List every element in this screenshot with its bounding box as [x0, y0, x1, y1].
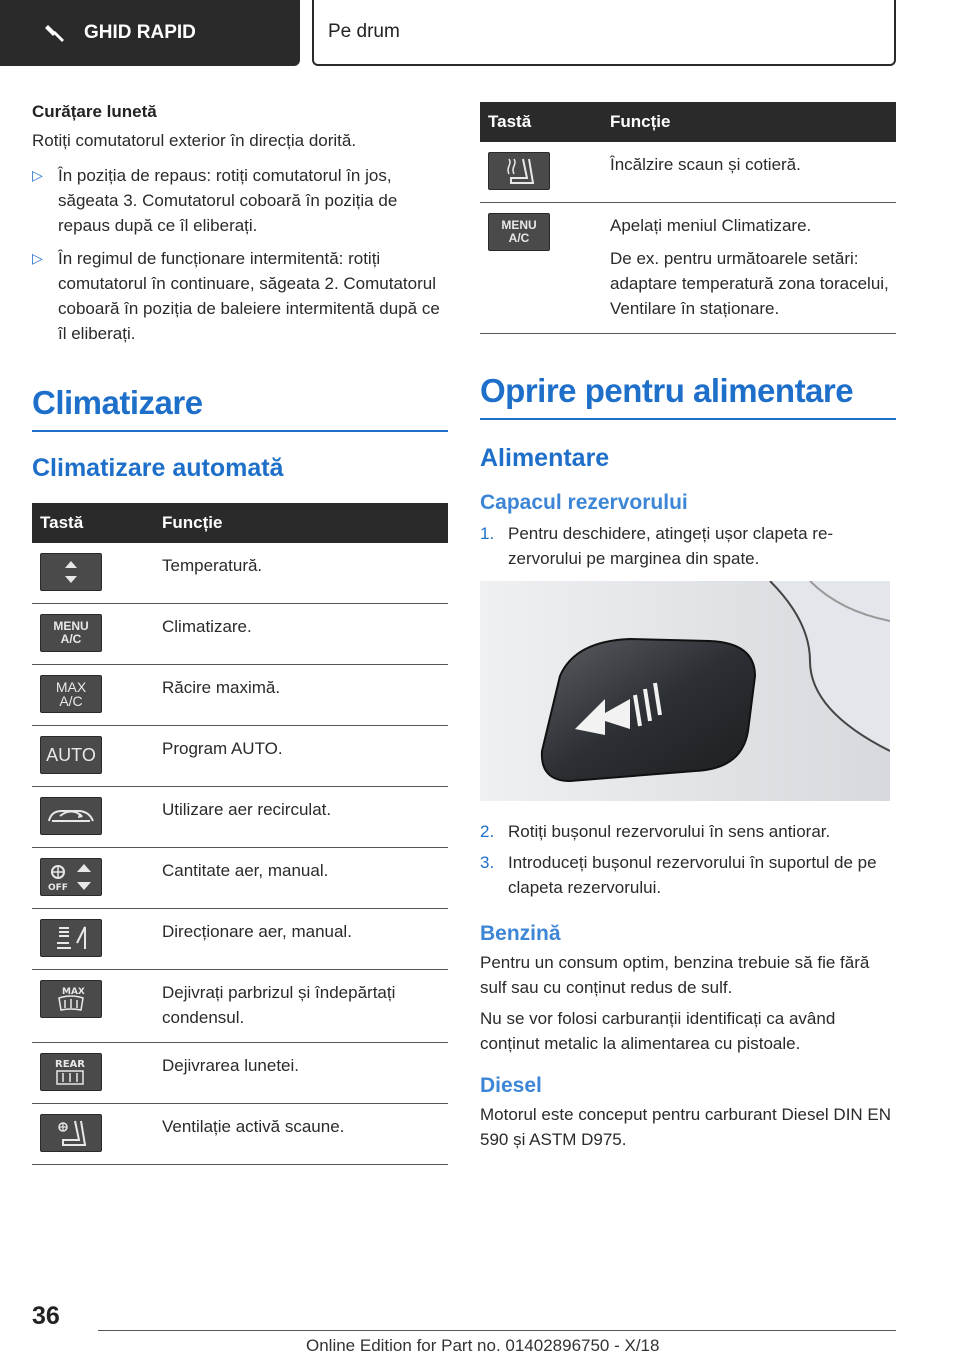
section-label: Pe drum	[328, 21, 400, 42]
table-row: MENU A/C Climatizare.	[32, 604, 448, 665]
svg-text:REAR: REAR	[55, 1059, 85, 1070]
col-function-header: Funcție	[610, 102, 896, 142]
table-row: REAR Dejivrarea lunetei.	[32, 1043, 448, 1104]
menu-ac-key: MENU A/C	[488, 213, 550, 251]
quick-guide-label: GHID RAPID	[84, 22, 196, 43]
diesel-heading: Diesel	[480, 1074, 542, 1097]
col-function-header: Funcție	[162, 503, 448, 543]
petrol-heading: Benzină	[480, 922, 561, 945]
climate-key-table	[32, 503, 448, 1165]
pin-icon	[44, 22, 66, 44]
table-row: MAX Dejivrați parbrizul și îndepărtați condensul.	[32, 970, 448, 1043]
temperature-arrows-icon	[40, 553, 102, 591]
list-item: 2. Rotiți bușonul rezervorului în sens antiorar.	[480, 822, 831, 841]
fuel-flap-heading: Capacul rezervorului	[480, 491, 688, 514]
table-row: Ventilație activă scaune.	[32, 1104, 448, 1165]
petrol-p1: Pentru un consum optim, benzina trebuie să fie fără sulf sau cu conținut redus de sulf.	[480, 953, 870, 997]
auto-climate-heading: Climatizare automată	[32, 454, 284, 482]
air-distribution-icon	[40, 919, 102, 957]
triangle-bullet-icon: ▷	[32, 250, 43, 266]
max-defrost-icon	[40, 980, 102, 1018]
col-key-header: Tastă	[32, 503, 162, 543]
page-number: 36	[32, 1302, 60, 1330]
petrol-p2: Nu se vor folosi carburanții identificați ca având conținut metalic la alimentarea cu pistoale.	[480, 1009, 836, 1053]
fuel-flap-steps	[480, 521, 896, 571]
recirculation-icon	[40, 797, 102, 835]
auto-key: AUTO	[40, 736, 102, 774]
svg-text:OFF: OFF	[48, 883, 68, 893]
max-ac-key: MAX A/C	[40, 675, 102, 713]
edition-text: Online Edition for Part no. 01402896750 - X/18	[306, 1336, 660, 1355]
section-title	[312, 0, 896, 66]
footer-divider	[98, 1330, 896, 1331]
right-column	[480, 102, 896, 1158]
table-row: AUTO Program AUTO.	[32, 726, 448, 787]
list-item: 1. Pentru deschidere, atingeți ușor clapeta rezervorului pe marginea din spate.	[480, 524, 834, 568]
refuel-heading: Alimentare	[480, 444, 610, 472]
table-row: MAX A/C Răcire maximă.	[32, 665, 448, 726]
climate-heading: Climatizare	[32, 384, 448, 432]
quick-guide-tab[interactable]	[0, 0, 300, 66]
diesel-p1: Motorul este conceput pentru carburant Diesel DIN EN 590 și ASTM D975.	[480, 1105, 892, 1149]
seat-heating-icon	[488, 152, 550, 190]
menu-ac-key: MENU A/C	[40, 614, 102, 652]
seat-ventilation-icon	[40, 1114, 102, 1152]
fan-off-arrows-icon	[40, 858, 102, 896]
rear-wiper-bullets	[32, 163, 448, 346]
table-row: Direcționare aer, manual.	[32, 909, 448, 970]
bullet-item: ▷ În regimul de funcționare intermitentă: rotiți comutatorul în continuare, săgeata 2. Comutatorul coboară în poziția de baleiere intermitentă după ce îl eliberați.	[32, 246, 448, 346]
bullet-item: ▷ În poziția de repaus: rotiți comutatorul în jos, săgeata 3. Comutatorul coboară în poziția de repaus după ce îl eliberați.	[32, 163, 448, 238]
left-column	[32, 102, 448, 1165]
table-row: MENU A/C Apelați meniul Climatizare. De ex. pentru următoarele setări: adaptare temperatură zona toracelui, Ventilare în staționare.	[480, 203, 896, 334]
list-item: 3. Introduceți bușonul rezervorului în suportul de pe clapeta rezervorului.	[480, 853, 877, 897]
fuel-flap-photo	[480, 581, 890, 801]
rear-defrost-icon	[40, 1053, 102, 1091]
table-row: Încălzire scaun și cotieră.	[480, 142, 896, 203]
fuel-flap-steps-continued	[480, 819, 896, 900]
table-row: OFF Cantitate aer, manual.	[32, 848, 448, 909]
refuelling-heading: Oprire pentru alimentare	[480, 372, 896, 420]
table-row: Temperatură.	[32, 543, 448, 604]
triangle-bullet-icon: ▷	[32, 167, 43, 183]
rear-wiper-title: Curățare lunetă	[32, 102, 157, 121]
rear-wiper-intro: Rotiți comutatorul exterior în direcția dorită.	[32, 131, 357, 150]
climate-key-table-continued	[480, 102, 896, 334]
table-row: Utilizare aer recirculat.	[32, 787, 448, 848]
col-key-header: Tastă	[480, 102, 610, 142]
svg-text:MAX: MAX	[62, 987, 85, 997]
